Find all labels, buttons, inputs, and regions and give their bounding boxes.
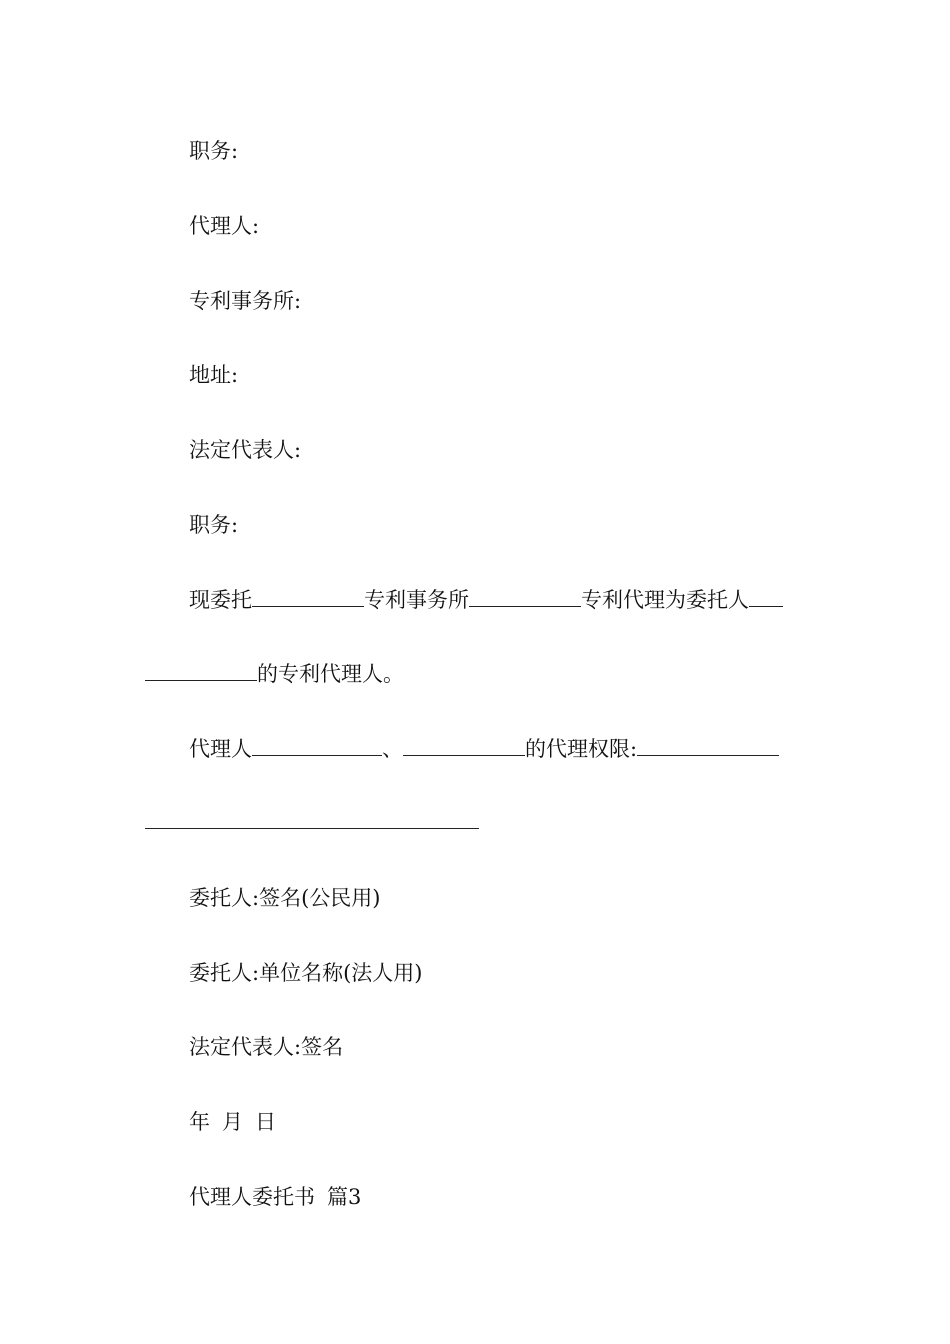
year-label: 年 [189, 1110, 210, 1134]
agent-blank[interactable] [469, 586, 581, 607]
legal-representative-label: 法定代表人: [189, 438, 302, 462]
authority-blank[interactable] [637, 735, 779, 756]
address-label: 地址: [189, 363, 239, 387]
firm-blank[interactable] [252, 586, 364, 607]
date-line [189, 1108, 276, 1136]
client-blank-start[interactable] [749, 586, 783, 607]
agent-name-blank-2[interactable] [403, 735, 525, 756]
agent-for-client-text: 专利代理为委托人 [581, 588, 749, 612]
patent-firm-label: 专利事务所: [189, 289, 302, 313]
authority-text: 的代理权限: [525, 737, 638, 761]
agent-name-blank-1[interactable] [252, 735, 382, 756]
client-signature-label: 委托人:签名(公民用) [189, 886, 381, 910]
separator-text: 、 [382, 737, 403, 761]
agent-authority-line [189, 735, 779, 763]
patent-agent-text: 的专利代理人。 [257, 662, 404, 686]
authority-continuation-line [145, 808, 479, 836]
entrust-sentence-line-2 [145, 660, 404, 688]
agent-text: 代理人 [189, 737, 252, 761]
day-label: 日 [255, 1110, 276, 1134]
section-heading [189, 1183, 361, 1211]
client-blank-end[interactable] [145, 660, 257, 681]
position-label: 职务: [189, 139, 239, 163]
entrust-sentence-line-1 [189, 586, 783, 614]
section-title: 代理人委托书 [189, 1185, 315, 1209]
client-company-label: 委托人:单位名称(法人用) [189, 961, 423, 985]
month-label: 月 [222, 1110, 243, 1134]
firm-text: 专利事务所 [364, 588, 469, 612]
position-label-2: 职务: [189, 513, 239, 537]
section-number: 篇3 [327, 1185, 362, 1209]
entrust-text: 现委托 [189, 588, 252, 612]
legal-representative-signature-label: 法定代表人:签名 [189, 1035, 344, 1059]
authority-blank-continued[interactable] [145, 808, 479, 829]
agent-label: 代理人: [189, 214, 260, 238]
